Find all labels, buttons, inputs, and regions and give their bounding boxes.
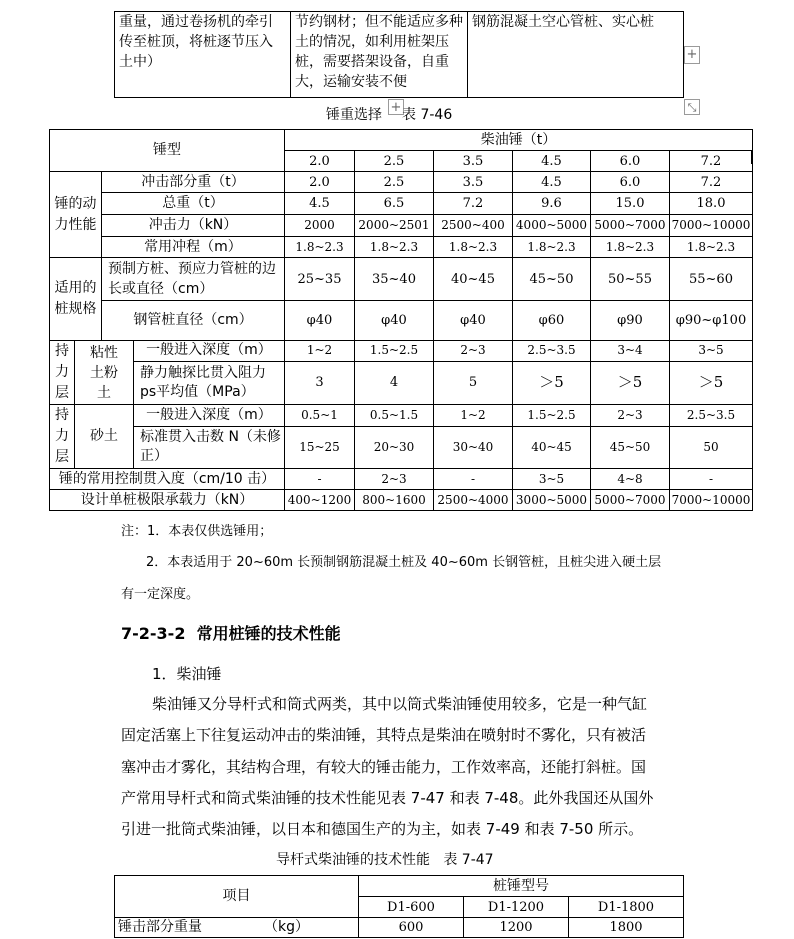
row-label: 设计单桩极限承载力（kN） — [50, 490, 285, 511]
table-cell: 30~40 — [434, 426, 513, 468]
table-cell: 4~8 — [591, 469, 670, 490]
table-cell: 7.2 — [670, 172, 753, 193]
table-cell: 1.8~2.3 — [670, 237, 753, 258]
table-cell: 5 — [434, 361, 513, 404]
table-cell: 600 — [359, 918, 464, 938]
table-cell: 4.5 — [285, 193, 355, 215]
table-cell: 50~55 — [591, 258, 670, 301]
table-cell: 40~45 — [513, 426, 591, 468]
header-model: 桩锤型号 — [359, 876, 684, 897]
table-cell: ＞5 — [513, 361, 591, 404]
table-cell: 1.8~2.3 — [355, 237, 434, 258]
group-bearing-layer: 持力层 — [50, 341, 75, 405]
table-resize-icon[interactable]: ⤡ — [684, 99, 700, 115]
row-label: 冲击力（kN） — [102, 215, 285, 237]
table-cell: 2.5~3.5 — [670, 405, 753, 427]
table-cell: 1800 — [569, 918, 684, 938]
group-power-performance: 锤的动力性能 — [50, 172, 102, 258]
row-label: 静力触探比贯入阻力 ps平均值（MPa） — [134, 361, 285, 404]
table-cell: 3~5 — [513, 469, 591, 490]
top-continuation-table — [114, 11, 684, 98]
table-cell: 6.0 — [591, 172, 670, 193]
note-2: 2．本表适用于 20~60m 长预制钢筋混凝土桩及 40~60m 长钢管桩，且桩尖进入硬土层 — [146, 555, 662, 570]
row-label: 标准贯入击数 N（未修正） — [134, 426, 285, 468]
table-cell: 1200 — [464, 918, 569, 938]
table-cell: 1.8~2.3 — [513, 237, 591, 258]
table-cell: 5000~7000 — [591, 490, 670, 511]
paragraph-line: 柴油锤又分导杆式和筒式两类，其中以筒式柴油锤使用较多，它是一种气缸 — [152, 695, 648, 713]
weight-header: 7.2 — [670, 151, 753, 172]
row-label: 钢管桩直径（cm） — [102, 301, 285, 341]
table-746-caption — [326, 104, 452, 124]
table-cell: φ90 — [591, 301, 670, 341]
table-cell: 7000~10000 — [670, 490, 753, 511]
add-row-plus-icon-2[interactable]: + — [388, 99, 404, 115]
table-cell: 35~40 — [355, 258, 434, 301]
diesel-hammer-table — [114, 875, 684, 938]
method-features-cell: 节约钢材；但不能适应多种土的情况，如利用桩架压桩，需要搭架设备，自重大，运输安装不便 — [291, 12, 468, 98]
table-cell: 0.5~1.5 — [355, 405, 434, 427]
table-cell: 0.5~1 — [285, 405, 355, 427]
row-label: 预制方桩、预应力管桩的边长或直径（cm） — [102, 258, 285, 301]
row-label-text: 锤击部分重量 — [118, 919, 202, 935]
table-cell: 25~35 — [285, 258, 355, 301]
table-cell: 2500~4000 — [434, 490, 513, 511]
soil-sand: 砂土 — [75, 405, 134, 469]
paragraph-line: 产常用导杆式和筒式柴油锤的技术性能见表 7-47 和表 7-48。此外我国还从国外 — [121, 789, 654, 807]
table-cell: 1.8~2.3 — [434, 237, 513, 258]
paragraph-line: 塞冲击才雾化，其结构合理，有较大的锤击能力，工作效率高，还能打斜桩。国 — [121, 758, 647, 776]
table-cell: 2.5 — [355, 172, 434, 193]
table-cell: 2~3 — [355, 469, 434, 490]
note-2-cont: 有一定深度。 — [121, 587, 200, 602]
table-cell: 2~3 — [591, 405, 670, 427]
table-cell: 7.2 — [434, 193, 513, 215]
table-cell: 400~1200 — [285, 490, 355, 511]
table-cell: 3.5 — [434, 172, 513, 193]
table-cell: 1~2 — [434, 405, 513, 427]
table-cell: φ40 — [434, 301, 513, 341]
caption-number: 表 7-46 — [402, 107, 453, 123]
weight-header: 6.0 — [591, 151, 670, 172]
table-cell: 45~50 — [513, 258, 591, 301]
table-747-caption: 导杆式柴油锤的技术性能 表 7-47 — [276, 852, 494, 868]
subsection-heading: 1．柴油锤 — [152, 665, 222, 683]
table-cell: 7000~10000 — [670, 215, 753, 237]
note-1: 注：1．本表仅供选锤用； — [121, 524, 273, 539]
table-cell: 20~30 — [355, 426, 434, 468]
header-diesel-hammer: 柴油锤（t） — [285, 130, 753, 151]
table-cell: 2000 — [285, 215, 355, 237]
table-cell: 45~50 — [591, 426, 670, 468]
table-cell: 15.0 — [591, 193, 670, 215]
row-unit: （kg） — [264, 919, 309, 935]
table-cell: 4.5 — [513, 172, 591, 193]
table-cell: 3000~5000 — [513, 490, 591, 511]
paragraph-line: 固定活塞上下往复运动冲击的柴油锤，其特点是柴油在喷射时不雾化，只有被活 — [121, 726, 647, 744]
table-cell: 1.5~2.5 — [513, 405, 591, 427]
model-header: D1-1200 — [464, 897, 569, 918]
table-cell: φ40 — [285, 301, 355, 341]
row-label: 锤的常用控制贯入度（cm/10 击） — [50, 469, 285, 490]
row-label: 总重（t） — [102, 193, 285, 215]
table-cell: 15~25 — [285, 426, 355, 468]
applicable-piles-cell: 钢筋混凝土空心管桩、实心桩 — [468, 12, 684, 98]
table-cell: 50 — [670, 426, 753, 468]
table-cell: 3~4 — [591, 341, 670, 362]
weight-header: 2.0 — [285, 151, 355, 172]
table-cell: 18.0 — [670, 193, 753, 215]
model-header: D1-600 — [359, 897, 464, 918]
table-cell: 2500~400 — [434, 215, 513, 237]
table-cell: 1.8~2.3 — [591, 237, 670, 258]
add-row-plus-icon[interactable]: + — [684, 46, 700, 64]
table-cell: 2000~2501 — [355, 215, 434, 237]
table-cell: 40~45 — [434, 258, 513, 301]
row-label: 一般进入深度（m） — [134, 341, 285, 362]
section-heading: 7-2-3-2 常用桩锤的技术性能 — [121, 624, 341, 643]
table-cell: - — [670, 469, 753, 490]
row-label: 冲击部分重（t） — [102, 172, 285, 193]
table-cell: 1.8~2.3 — [285, 237, 355, 258]
table-cell: φ60 — [513, 301, 591, 341]
text-cursor — [751, 150, 753, 164]
table-cell: 6.5 — [355, 193, 434, 215]
row-label: 常用冲程（m） — [102, 237, 285, 258]
table-cell: 2.0 — [285, 172, 355, 193]
table-cell: 2~3 — [434, 341, 513, 362]
row-label: 一般进入深度（m） — [134, 405, 285, 427]
table-cell: 800~1600 — [355, 490, 434, 511]
header-hammer-type: 锤型 — [50, 130, 285, 172]
soil-clay-silt: 粘性土粉土 — [75, 341, 134, 405]
table-cell: 9.6 — [513, 193, 591, 215]
paragraph-line: 引进一批筒式柴油锤，以日本和德国生产的为主，如表 7-49 和表 7-50 所示。 — [121, 820, 644, 838]
group-bearing-layer: 持力层 — [50, 405, 75, 469]
table-cell: 3 — [285, 361, 355, 404]
table-cell: 55~60 — [670, 258, 753, 301]
table-cell: 4000~5000 — [513, 215, 591, 237]
table-cell: 3~5 — [670, 341, 753, 362]
weight-header: 4.5 — [513, 151, 591, 172]
table-cell: - — [434, 469, 513, 490]
table-cell: φ90~φ100 — [670, 301, 753, 341]
table-cell: 2.5~3.5 — [513, 341, 591, 362]
row-label — [115, 918, 359, 938]
weight-header: 2.5 — [355, 151, 434, 172]
hammer-selection-table — [49, 129, 753, 511]
table-cell: ＞5 — [670, 361, 753, 404]
table-cell: - — [285, 469, 355, 490]
caption-text: 锤重选择 — [326, 107, 382, 123]
table-cell: 5000~7000 — [591, 215, 670, 237]
weight-header: 3.5 — [434, 151, 513, 172]
model-header: D1-1800 — [569, 897, 684, 918]
method-description-cell: 重量，通过卷扬机的牵引传至桩顶，将桩逐节压入土中） — [115, 12, 291, 98]
table-cell: φ40 — [355, 301, 434, 341]
table-cell: 1.5~2.5 — [355, 341, 434, 362]
table-cell: 4 — [355, 361, 434, 404]
table-cell: 1~2 — [285, 341, 355, 362]
table-cell: ＞5 — [591, 361, 670, 404]
group-pile-spec: 适用的桩规格 — [50, 258, 102, 341]
header-item: 项目 — [115, 876, 359, 918]
